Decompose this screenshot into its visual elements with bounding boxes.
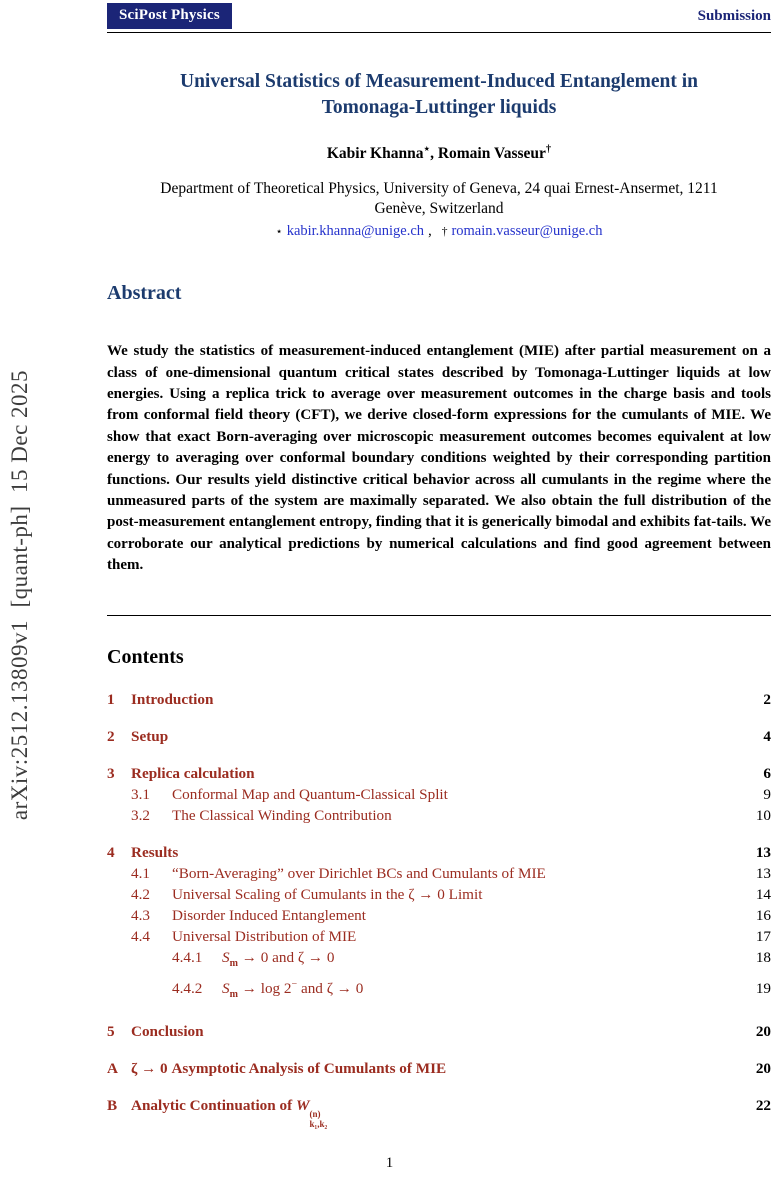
page-number: 1	[385, 1155, 394, 1171]
toc-item-4-4[interactable]	[107, 926, 771, 947]
toc-number: 3.1	[131, 785, 150, 803]
toc-number: A	[107, 1059, 118, 1077]
toc-title: Universal Scaling of Cumulants in the ζ → 0 Limit	[172, 885, 483, 903]
toc-page: 4	[763, 727, 771, 745]
toc-item-3-1[interactable]	[107, 784, 771, 805]
abstract-rule	[107, 615, 771, 616]
toc-item-appendix-b[interactable]	[107, 1095, 771, 1130]
toc-title	[222, 947, 335, 974]
toc-page: 6	[763, 764, 771, 782]
contents-heading: Contents	[107, 645, 184, 668]
authors-separator: ,	[430, 145, 438, 163]
toc-number: 2	[107, 727, 115, 745]
affiliation-line-2: Genève, Switzerland	[374, 200, 504, 218]
toc-item-results[interactable]	[107, 842, 771, 863]
math-script-w: W	[295, 1096, 310, 1114]
author-1: Kabir Khanna	[326, 145, 424, 163]
emails-line	[107, 223, 771, 240]
toc-title	[131, 1095, 327, 1130]
toc-item-appendix-a[interactable]	[107, 1058, 771, 1079]
abstract-text: We study the statistics of measurement-induced entanglement (MIE) after partial measurement on a class of one-dimensional quantum critical states described by Tomonaga-Luttinger liquids at low energies. Using a replica trick to average over measurement outcomes in the charge basis and tools from conformal field theory (CFT), we derive closed-form expressions for the cumulants of MIE. We show that exact Born-averaging over microscopic measurement outcomes becomes equivalent at low energy to averaging over conformal boundary conditions weighted by their corresponding partition functions. Our results yield distinctive critical behavior across all cumulants in the regime where the unmeasured parts of the system are maximally separated. We also obtain the full distribution of the post-measurement entanglement entropy, finding that it is generically bimodal and exhibits fat-tails. We corroborate our analytical predictions by numerical calculations and find good agreement between them.	[107, 343, 771, 574]
abstract-heading: Abstract	[107, 282, 182, 305]
toc-title: “Born-Averaging” over Dirichlet BCs and Cumulants of MIE	[172, 864, 546, 882]
author-2: Romain Vasseur	[437, 145, 546, 163]
toc-page: 16	[755, 906, 771, 924]
toc-item-4-3[interactable]	[107, 905, 771, 926]
email-1-marker: ⋆	[275, 226, 283, 239]
scipost-badge: SciPost Physics	[107, 3, 232, 29]
toc-title: ζ → 0 Asymptotic Analysis of Cumulants of MIE	[131, 1059, 447, 1077]
toc-page: 13	[755, 864, 771, 882]
toc-item-4-2[interactable]	[107, 884, 771, 905]
author-2-marker: †	[545, 144, 552, 155]
toc-item-4-4-1[interactable]	[107, 947, 771, 974]
toc-title-text: and ζ → 0	[297, 979, 364, 997]
toc-title-text: Analytic Continuation of	[131, 1096, 296, 1114]
email-2-marker: †	[441, 226, 448, 239]
toc-page: 19	[755, 979, 771, 997]
toc-page: 20	[755, 1022, 771, 1040]
toc-number: 4.3	[131, 906, 150, 924]
toc-item-3-2[interactable]	[107, 805, 771, 826]
toc-number: B	[107, 1096, 118, 1114]
toc-item-4-1[interactable]	[107, 863, 771, 884]
paper-content	[107, 0, 771, 1129]
toc-title	[222, 974, 363, 1005]
authors-line	[107, 143, 771, 163]
paper-title	[107, 69, 771, 121]
toc-page: 22	[755, 1096, 771, 1114]
toc-item-setup[interactable]	[107, 726, 771, 747]
toc-title: Introduction	[131, 690, 214, 708]
toc-item-4-4-2[interactable]	[107, 974, 771, 1005]
table-of-contents	[107, 689, 771, 1130]
toc-page: 2	[763, 690, 771, 708]
toc-number: 4	[107, 843, 115, 861]
toc-title: Conformal Map and Quantum-Classical Split	[172, 785, 448, 803]
toc-page: 10	[755, 806, 771, 824]
arxiv-watermark: arXiv:2512.13809v1 [quant-ph] 15 Dec 2025	[7, 369, 32, 821]
header	[107, 0, 771, 29]
toc-title: Setup	[131, 727, 169, 745]
affiliation	[107, 179, 771, 219]
toc-title: Disorder Induced Entanglement	[172, 906, 366, 924]
math-entropy-symbol: S	[222, 979, 230, 997]
affiliation-line-1: Department of Theoretical Physics, University of Geneva, 24 quai Ernest-Ansermet, 1211	[160, 180, 718, 198]
toc-number: 4.4.1	[172, 948, 203, 966]
author-1-marker: ⋆	[423, 144, 431, 155]
toc-number: 3	[107, 764, 115, 782]
submission-label: Submission	[697, 7, 771, 24]
email-link-1[interactable]: kabir.khanna@unige.ch	[286, 223, 425, 240]
toc-number: 4.4	[131, 927, 150, 945]
toc-title: Universal Distribution of MIE	[172, 927, 357, 945]
toc-title: Results	[131, 843, 179, 861]
math-entropy-symbol: S	[222, 948, 230, 966]
toc-title: Conclusion	[131, 1022, 204, 1040]
toc-number: 4.1	[131, 864, 150, 882]
toc-page: 17	[755, 927, 771, 945]
toc-title: The Classical Winding Contribution	[172, 806, 392, 824]
math-entropy-subscript: m	[229, 988, 238, 1000]
toc-item-replica-calculation[interactable]	[107, 763, 771, 784]
toc-title: Replica calculation	[131, 764, 255, 782]
toc-page: 14	[755, 885, 771, 903]
emails-separator: ,	[428, 223, 432, 240]
math-superscript-n: (n)	[309, 1108, 321, 1119]
math-entropy-subscript: m	[229, 957, 238, 969]
paper-title-line-2: Tomonaga-Luttinger liquids	[321, 97, 557, 118]
math-script-w-indices	[310, 1109, 328, 1130]
math-subscript-k1k2: k₁,k₂	[309, 1119, 328, 1130]
toc-number: 5	[107, 1022, 115, 1040]
toc-page: 13	[755, 843, 771, 861]
header-rule	[107, 32, 771, 33]
paper-title-line-1: Universal Statistics of Measurement-Induced Entanglement in	[180, 71, 698, 92]
toc-title-text: → 0 and ζ → 0	[237, 948, 335, 966]
toc-title-text: → log 2	[237, 979, 292, 997]
math-superscript-minus: −	[291, 978, 298, 990]
toc-item-conclusion[interactable]	[107, 1021, 771, 1042]
email-link-2[interactable]: romain.vasseur@unige.ch	[451, 223, 603, 240]
toc-number: 3.2	[131, 806, 150, 824]
toc-number: 1	[107, 690, 115, 708]
toc-page: 18	[755, 948, 771, 966]
toc-number: 4.2	[131, 885, 150, 903]
toc-item-introduction[interactable]	[107, 689, 771, 710]
toc-number: 4.4.2	[172, 979, 203, 997]
toc-page: 20	[755, 1059, 771, 1077]
toc-page: 9	[763, 785, 771, 803]
